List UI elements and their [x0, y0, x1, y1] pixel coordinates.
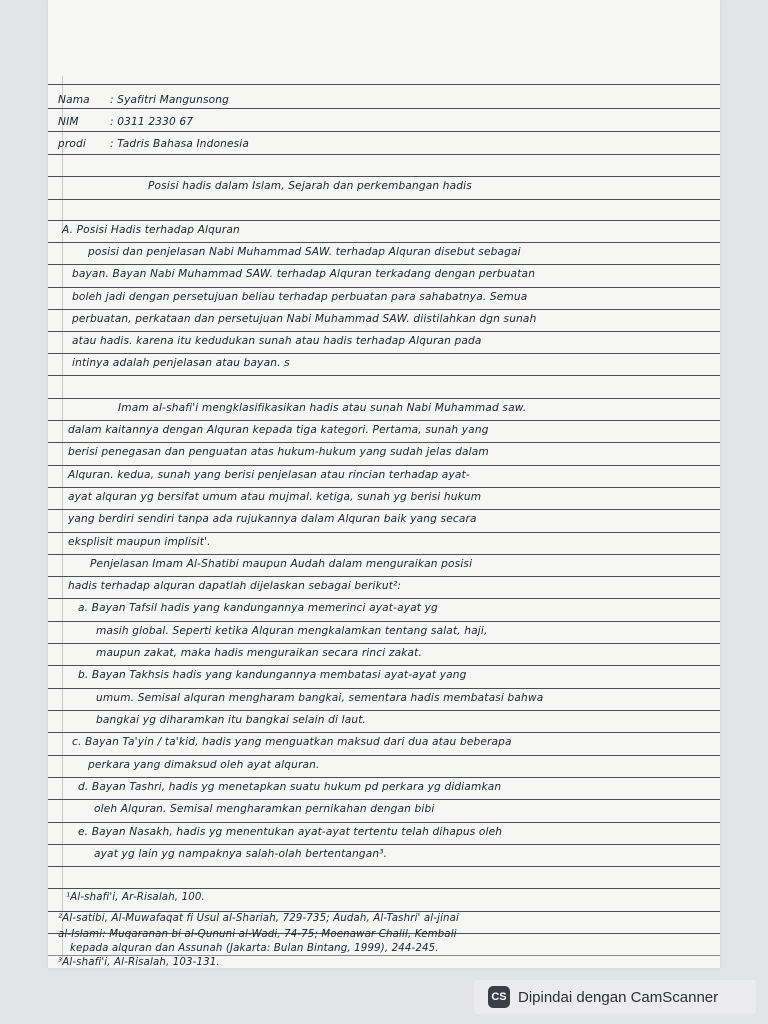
para2-line: Imam al-shafi'i mengklasifikasikan hadis atau sunah Nabi Muhammad saw. — [118, 402, 527, 414]
ruled-line — [48, 621, 720, 622]
footnote-line: al-Islami: Muqaranan bi al-Qununi al-Wadi, 74-75; Moenawar Chalil, Kembali — [58, 929, 457, 940]
ruled-line — [48, 755, 720, 756]
ruled-line — [48, 84, 720, 85]
list-line: a. Bayan Tafsil hadis yang kandungannya memerinci ayat-ayat yg — [78, 602, 438, 614]
section-a-heading: A. Posisi Hadis terhadap Alquran — [62, 224, 240, 236]
ruled-line — [48, 220, 720, 221]
ruled-line — [48, 710, 720, 711]
scanned-paper — [48, 0, 720, 968]
ruled-line — [48, 487, 720, 488]
ruled-line — [48, 598, 720, 599]
list-line: perkara yang dimaksud oleh ayat alquran. — [88, 759, 320, 771]
list-line: b. Bayan Takhsis hadis yang kandungannya membatasi ayat-ayat yang — [78, 669, 467, 681]
para2-line: dalam kaitannya dengan Alquran kepada tiga kategori. Pertama, sunah yang — [68, 424, 489, 436]
list-line: masih global. Seperti ketika Alquran mengkalamkan tentang salat, haji, — [96, 625, 488, 637]
ruled-line — [48, 955, 720, 956]
ruled-line — [48, 199, 720, 200]
ruled-line — [48, 532, 720, 533]
footnote-line: ¹Al-shafi'i, Ar-Risalah, 100. — [66, 892, 205, 903]
list-line: ayat yg lain yg nampaknya salah-olah bertentangan³. — [94, 848, 388, 860]
ruled-line — [48, 822, 720, 823]
ruled-line — [48, 375, 720, 376]
list-line: bangkai yg diharamkan itu bangkai selain di laut. — [96, 714, 367, 726]
ruled-line — [48, 442, 720, 443]
para2-line: Alquran. kedua, sunah yang berisi penjelasan atau rincian terhadap ayat- — [68, 469, 470, 481]
list-line: maupun zakat, maka hadis menguraikan secara rinci zakat. — [96, 647, 422, 659]
para1-line: perbuatan, perkataan dan persetujuan Nabi Muhammad SAW. diistilahkan dgn sunah — [72, 313, 537, 325]
list-line: oleh Alquran. Semisal mengharamkan pernikahan dengan bibi — [94, 803, 435, 815]
ruled-line — [48, 688, 720, 689]
prodi-label: prodi — [58, 138, 86, 150]
para2-line: eksplisit maupun implisit'. — [68, 536, 211, 548]
list-line: d. Bayan Tashri, hadis yg menetapkan suatu hukum pd perkara yg didiamkan — [78, 781, 502, 793]
ruled-line — [48, 176, 720, 177]
ruled-line — [48, 799, 720, 800]
ruled-line — [48, 866, 720, 867]
ruled-line — [48, 888, 720, 889]
ruled-line — [48, 420, 720, 421]
margin-line — [62, 76, 63, 960]
ruled-line — [48, 154, 720, 155]
ruled-line — [48, 665, 720, 666]
nama-value: : Syafitri Mangunsong — [110, 94, 230, 106]
ruled-line — [48, 331, 720, 332]
ruled-line — [48, 844, 720, 845]
para3-line: Penjelasan Imam Al-Shatibi maupun Audah dalam menguraikan posisi — [90, 558, 473, 570]
ruled-line — [48, 732, 720, 733]
ruled-line — [48, 242, 720, 243]
nim-label: NIM — [58, 116, 79, 128]
footnote-line: kepada alquran dan Assunah (Jakarta: Bulan Bintang, 1999), 244-245. — [70, 943, 439, 954]
list-line: umum. Semisal alquran mengharam bangkai, sementara hadis membatasi bahwa — [96, 692, 544, 704]
camscanner-label: Dipindai dengan CamScanner — [518, 988, 719, 1006]
nim-value: : 0311 2330 67 — [110, 116, 194, 128]
ruled-line — [48, 554, 720, 555]
nama-label: Nama — [58, 94, 90, 106]
camscanner-badge — [474, 980, 756, 1014]
essay-title: Posisi hadis dalam Islam, Sejarah dan perkembangan hadis — [148, 180, 472, 192]
ruled-line — [48, 398, 720, 399]
ruled-line — [48, 108, 720, 109]
ruled-line — [48, 777, 720, 778]
ruled-line — [48, 131, 720, 132]
list-line: e. Bayan Nasakh, hadis yg menentukan ayat-ayat tertentu telah dihapus oleh — [78, 826, 503, 838]
prodi-value: : Tadris Bahasa Indonesia — [110, 138, 250, 150]
para1-line: atau hadis. karena itu kedudukan sunah atau hadis terhadap Alquran pada — [72, 335, 482, 347]
para1-line: boleh jadi dengan persetujuan beliau terhadap perbuatan para sahabatnya. Semua — [72, 291, 528, 303]
ruled-line — [48, 287, 720, 288]
footnote-line: ³Al-shafi'i, Al-Risalah, 103-131. — [58, 957, 220, 968]
para2-line: yang berdiri sendiri tanpa ada rujukannya dalam Alquran baik yang secara — [68, 513, 477, 525]
ruled-line — [48, 353, 720, 354]
ruled-line — [48, 643, 720, 644]
para1-line: intinya adalah penjelasan atau bayan. s — [72, 357, 290, 369]
list-line: c. Bayan Ta'yin / ta'kid, hadis yang menguatkan maksud dari dua atau beberapa — [72, 736, 512, 748]
para2-line: ayat alquran yg bersifat umum atau mujmal. ketiga, sunah yg berisi hukum — [68, 491, 482, 503]
ruled-line — [48, 309, 720, 310]
para1-line: posisi dan penjelasan Nabi Muhammad SAW. terhadap Alquran disebut sebagai — [88, 246, 521, 258]
para3-line: hadis terhadap alquran dapatlah dijelaskan sebagai berikut²: — [68, 580, 402, 592]
ruled-line — [48, 509, 720, 510]
ruled-line — [48, 911, 720, 912]
footnote-line: ²Al-satibi, Al-Muwafaqat fi Usul al-Shariah, 729-735; Audah, Al-Tashri' al-jinai — [58, 913, 460, 924]
ruled-line — [48, 576, 720, 577]
ruled-line — [48, 465, 720, 466]
ruled-line — [48, 264, 720, 265]
camscanner-icon: CS — [488, 986, 510, 1008]
para1-line: bayan. Bayan Nabi Muhammad SAW. terhadap Alquran terkadang dengan perbuatan — [72, 268, 536, 280]
para2-line: berisi penegasan dan penguatan atas hukum-hukum yang sudah jelas dalam — [68, 446, 489, 458]
